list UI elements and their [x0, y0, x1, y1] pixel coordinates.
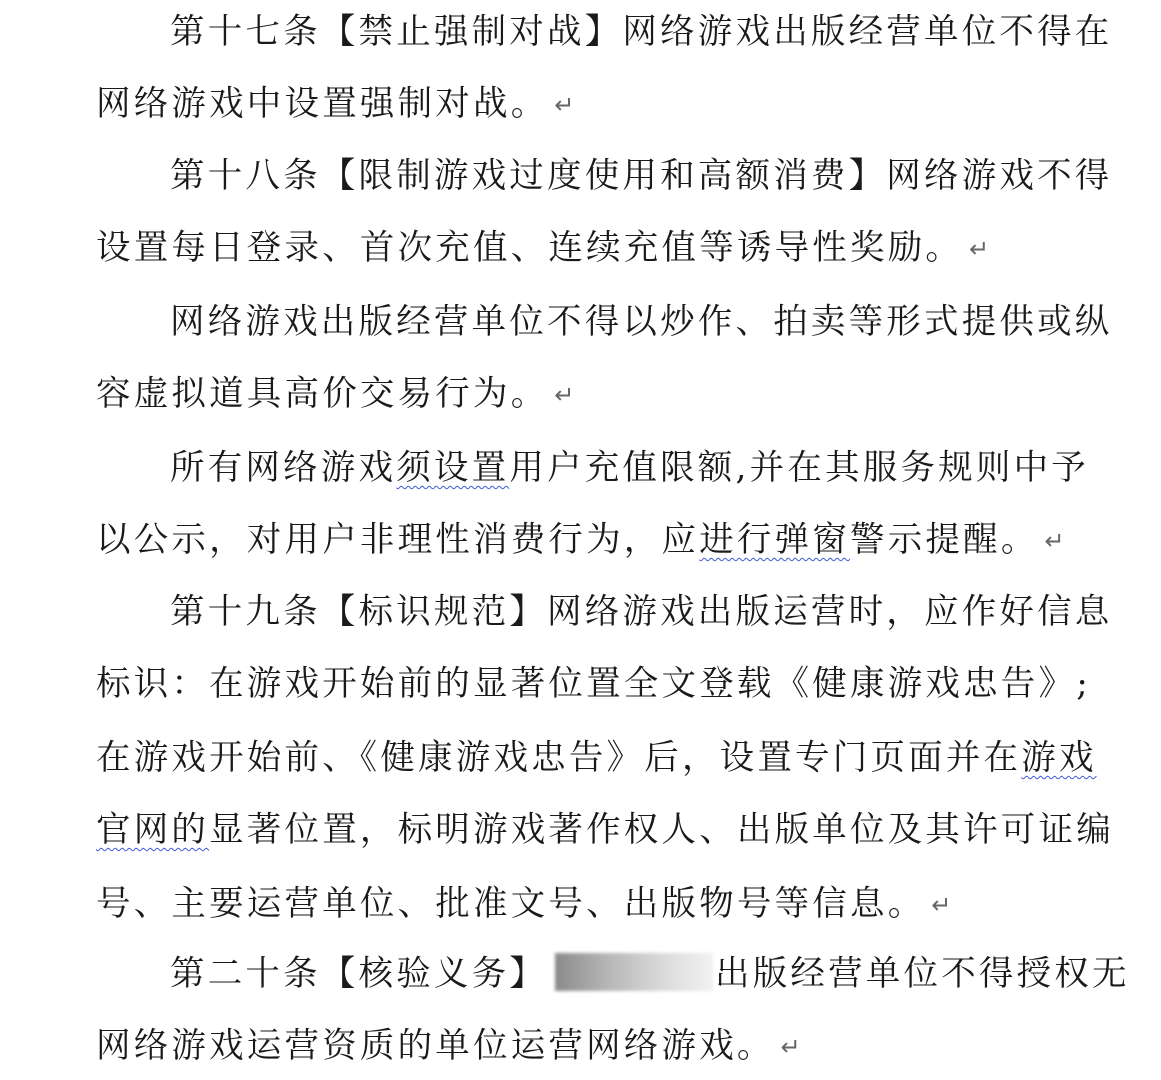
text-run: 所有网络游戏 [170, 448, 397, 488]
article-19-line-2 [96, 656, 1091, 712]
paragraph-mark-icon: ↵ [1044, 527, 1065, 555]
spellcheck-underlined-text: 官网的 [96, 810, 210, 850]
article-18-para-2-line-2 [96, 366, 575, 422]
article-19-line-3 [96, 730, 1097, 786]
article-17-line-2 [96, 76, 575, 132]
text-run: 标识：在游戏开始前的显著位置全文登载《健康游戏忠告》; [96, 664, 1092, 704]
spellcheck-underlined-text: 游戏 [1021, 738, 1097, 778]
paragraph-mark-icon: ↵ [780, 1033, 801, 1061]
text-run: 以公示，对用户非理性消费行为，应 [96, 520, 700, 560]
paragraph-mark-icon: ↵ [554, 381, 575, 409]
article-18-line-1 [170, 148, 1113, 204]
article-17-line-1 [170, 4, 1113, 60]
text-run: 用户充值限额,并在其服务规则中予 [509, 448, 1089, 488]
text-run: 出版经营单位不得授权无 [715, 954, 1130, 994]
text-run: 第十八条【限制游戏过度使用和高额消费】网络游戏不得 [170, 156, 1113, 196]
article-20-line-2 [96, 1018, 801, 1074]
text-run: 网络游戏出版经营单位不得以炒作、拍卖等形式提供或纵 [170, 302, 1113, 342]
paragraph-mark-icon: ↵ [969, 235, 990, 263]
article-18-line-2 [96, 220, 989, 276]
paragraph-mark-icon: ↵ [554, 91, 575, 119]
article-19-line-1 [170, 584, 1113, 640]
text-run: 容虚拟道具高价交易行为。 [96, 374, 549, 414]
redaction-block [555, 953, 713, 991]
text-run: 网络游戏中设置强制对战。 [96, 84, 549, 124]
article-20-line-1 [170, 946, 1130, 1002]
article-18-para-2-line-1 [170, 294, 1113, 350]
text-run: 在游戏开始前、《健康游戏忠告》后，设置专门页面并在 [96, 738, 1022, 778]
spellcheck-underlined-text: 进行弹窗 [699, 520, 851, 560]
text-run: 显著位置，标明游戏著作权人、出版单位及其许可证编 [209, 810, 1114, 850]
text-run: 警示提醒。 [850, 520, 1039, 560]
article-19-line-5 [96, 876, 952, 932]
text-run: 网络游戏运营资质的单位运营网络游戏。 [96, 1026, 775, 1066]
spellcheck-underlined-text: 须设置 [396, 448, 510, 488]
article-18-para-3-line-1 [170, 440, 1089, 496]
paragraph-mark-icon: ↵ [931, 891, 952, 919]
text-run: 第十七条【禁止强制对战】网络游戏出版经营单位不得在 [170, 12, 1113, 52]
text-run: 第二十条【核验义务】 [170, 954, 547, 994]
article-19-line-4 [96, 802, 1114, 858]
text-run: 设置每日登录、首次充值、连续充值等诱导性奖励。 [96, 228, 964, 268]
text-run: 第十九条【标识规范】网络游戏出版运营时，应作好信息 [170, 592, 1113, 632]
article-18-para-3-line-2 [96, 512, 1065, 568]
text-run: 号、主要运营单位、批准文号、出版物号等信息。 [96, 884, 926, 924]
